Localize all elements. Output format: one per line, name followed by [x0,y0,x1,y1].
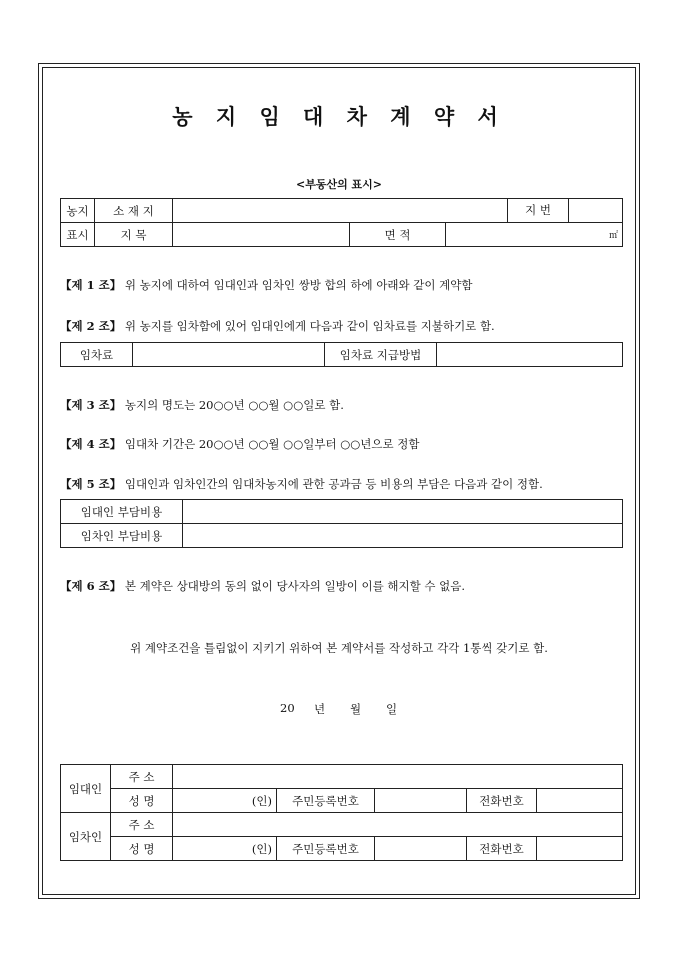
clause-5-text: 임대인과 임차인간의 임대차농지에 관한 공과금 등 비용의 부담은 다음과 같이 정함. [124,477,543,491]
lessee-address-field[interactable] [173,813,623,837]
rent-method-label: 임차료 지급방법 [325,343,437,367]
clause-3 [60,397,344,413]
lessee-phone-field[interactable] [537,837,623,861]
clause-3-text: 농지의 명도는 20○○년 ○○월 ○○일로 함. [124,398,344,412]
lessee-resident-no-field[interactable] [375,837,467,861]
lessee-phone-label: 전화번호 [467,837,537,861]
date-day: 일 [386,702,398,716]
clause-4-text: 임대차 기간은 20○○년 ○○월 ○○일부터 ○○년으로 정함 [124,437,420,451]
clause-2-text: 위 농지를 임차함에 있어 임대인에게 다음과 같이 임차료를 지불하기로 함. [124,319,495,333]
lessee-address-label: 주 소 [111,813,173,837]
lessor-name-label: 성 명 [111,789,173,813]
clause-5 [60,476,543,492]
property-group-label: 농지 [61,199,95,223]
lessor-address-field[interactable] [173,765,623,789]
clause-1 [60,277,473,293]
lessor-phone-label: 전화번호 [467,789,537,813]
area-label: 면 적 [350,223,446,247]
clause-6-text: 본 계약은 상대방의 동의 없이 당사자의 일방이 이를 해지할 수 없음. [124,579,466,593]
rent-method-field[interactable] [437,343,623,367]
clause-4-head: 【제 4 조】 [60,437,122,451]
property-section-heading: <부동산의 표시> [295,178,383,191]
lessor-address-label: 주 소 [111,765,173,789]
category-label: 지 목 [95,223,173,247]
lessee-name-label: 성 명 [111,837,173,861]
lessee-seal[interactable]: (인) [173,837,277,861]
category-field[interactable] [173,223,350,247]
clause-6 [60,578,465,594]
clause-1-head: 【제 1 조】 [60,278,122,292]
lot-cell [508,199,623,223]
lessor-cost-label: 임대인 부담비용 [61,500,183,524]
cost-table [60,499,623,548]
clause-3-head: 【제 3 조】 [60,398,122,412]
closing-statement: 위 계약조건을 틀림없이 지키기 위하여 본 계약서를 작성하고 각각 1통씩 갖기로 함. [130,641,548,655]
lessee-cost-field[interactable] [183,524,623,548]
location-field[interactable] [173,199,508,223]
area-field[interactable] [446,223,623,247]
clause-6-head: 【제 6 조】 [60,579,122,593]
clause-4 [60,436,419,452]
parties-table [60,764,623,861]
lot-label: 지 번 [508,199,569,222]
document-title: 농 지 임 대 차 계 약 서 [172,104,506,129]
lessee-label: 임차인 [61,813,111,861]
rent-label: 임차료 [61,343,133,367]
rent-field[interactable] [133,343,325,367]
location-label: 소 재 지 [95,199,173,223]
clause-2 [60,318,495,334]
lessor-phone-field[interactable] [537,789,623,813]
property-group-label-2: 표시 [61,223,95,247]
date-year: 년 [314,702,326,716]
area-unit: ㎡ [608,231,618,241]
clause-5-head: 【제 5 조】 [60,477,122,491]
lessee-resident-no-label: 주민등록번호 [277,837,375,861]
lessor-seal[interactable]: (인) [173,789,277,813]
lessee-cost-label: 임차인 부담비용 [61,524,183,548]
lessor-resident-no-label: 주민등록번호 [277,789,375,813]
lot-field[interactable] [569,199,622,222]
date-month: 월 [350,702,362,716]
clause-1-text: 위 농지에 대하여 임대인과 임차인 쌍방 합의 하에 아래와 같이 계약함 [124,278,473,292]
lessor-label: 임대인 [61,765,111,813]
date-year-prefix: 20 [280,701,295,715]
lessor-cost-field[interactable] [183,500,623,524]
property-table [60,198,623,247]
lessor-resident-no-field[interactable] [375,789,467,813]
rent-table [60,342,623,367]
clause-2-head: 【제 2 조】 [60,319,122,333]
